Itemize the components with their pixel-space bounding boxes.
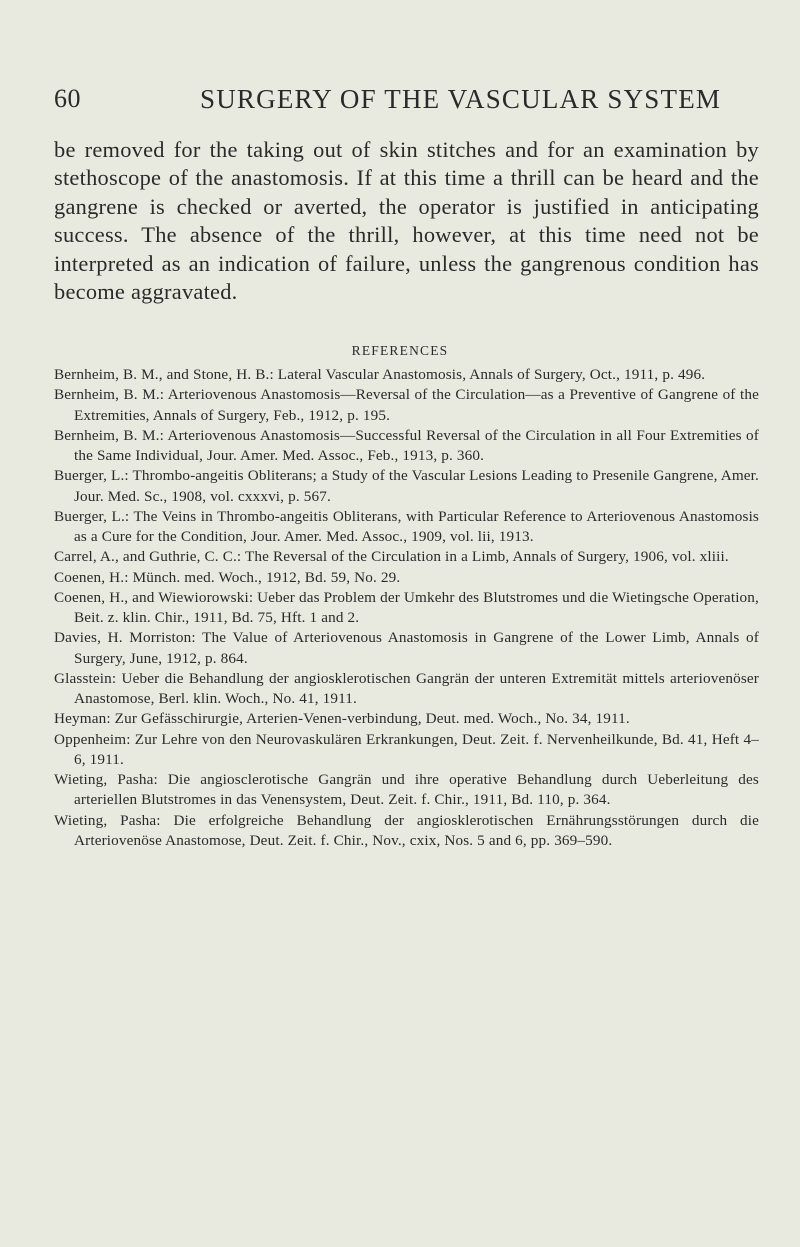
reference-item: Heyman: Zur Gefässchirurgie, Arterien-Venen-verbindung, Deut. med. Woch., No. 34, 1911. bbox=[54, 710, 630, 728]
page-number: 60 bbox=[54, 84, 81, 113]
reference-item: Wieting, Pasha: Die angiosclerotische Gangrän und ihre operative Behandlung durch Ueberleitung des arteriellen Blutstromes in das Venensystem, Deut. Zeit. f. Chir., 1911, Bd. 110, p. 364. bbox=[54, 771, 759, 809]
reference-item: Coenen, H.: Münch. med. Woch., 1912, Bd. 59, No. 29. bbox=[54, 568, 401, 586]
reference-item: Bernheim, B. M.: Arteriovenous Anastomosis—Successful Reversal of the Circulation in all Four Extremities of the Same Individual, Jour. Amer. Med. Assoc., Feb., 1913, p. 360. bbox=[54, 426, 759, 464]
reference-item: Bernheim, B. M.: Arteriovenous Anastomosis—Reversal of the Circulation—as a Preventive of Gangrene of the Extremities, Annals of Surgery, Feb., 1912, p. 195. bbox=[54, 386, 759, 424]
reference-item: Buerger, L.: The Veins in Thrombo-angeitis Obliterans, with Particular Reference to Arteriovenous Anastomosis as a Cure for the Condition, Jour. Amer. Med. Assoc., 1909, vol. lii, 1913. bbox=[54, 507, 759, 545]
reference-item: Bernheim, B. M., and Stone, H. B.: Lateral Vascular Anastomosis, Annals of Surgery, Oct., 1911, p. 496. bbox=[54, 366, 706, 383]
running-title: SURGERY OF THE VASCULAR SYSTEM bbox=[200, 84, 722, 114]
reference-list bbox=[54, 365, 759, 851]
reference-item: Wieting, Pasha: Die erfolgreiche Behandlung der angiosklerotischen Ernährungsstörungen durch die Arteriovenöse Anastomose, Deut. Zeit. f. Chir., Nov., cxix, Nos. 5 and 6, pp. 369–590. bbox=[54, 811, 759, 849]
reference-item: Davies, H. Morriston: The Value of Arteriovenous Anastomosis in Gangrene of the Lower Limb, Annals of Surgery, June, 1912, p. 864. bbox=[54, 629, 759, 667]
reference-item: Carrel, A., and Guthrie, C. C.: The Reversal of the Circulation in a Limb, Annals of Surgery, 1906, vol. xliii. bbox=[54, 548, 729, 566]
reference-item: Oppenheim: Zur Lehre von den Neurovaskulären Erkrankungen, Deut. Zeit. f. Nervenheilkunde, Bd. 41, Heft 4–6, 1911. bbox=[54, 730, 759, 768]
page-header bbox=[54, 84, 754, 124]
body-paragraph: be removed for the taking out of skin stitches and for an examination by stethoscope of the anastomosis. If at this time a thrill can be heard and the gangrene is checked or averted, the operator is justified in anticipating success. The absence of the thrill, however, at this time need not be interpreted as an indication of failure, unless the gangrenous condition has become aggravated. bbox=[54, 137, 759, 305]
references-heading: REFERENCES bbox=[351, 343, 449, 358]
reference-item: Buerger, L.: Thrombo-angeitis Obliterans; a Study of the Vascular Lesions Leading to Presenile Gangrene, Amer. Jour. Med. Sc., 1908, vol. cxxxvi, p. 567. bbox=[54, 467, 759, 505]
reference-item: Glasstein: Ueber die Behandlung der angiosklerotischen Gangrän der unteren Extremität mittels arteriovenöser Anastomose, Berl. klin. Woch., No. 41, 1911. bbox=[54, 669, 759, 707]
reference-item: Coenen, H., and Wiewiorowski: Ueber das Problem der Umkehr des Blutstromes und die Wietingsche Operation, Beit. z. klin. Chir., 1911, Bd. 75, Hft. 1 and 2. bbox=[54, 588, 759, 626]
